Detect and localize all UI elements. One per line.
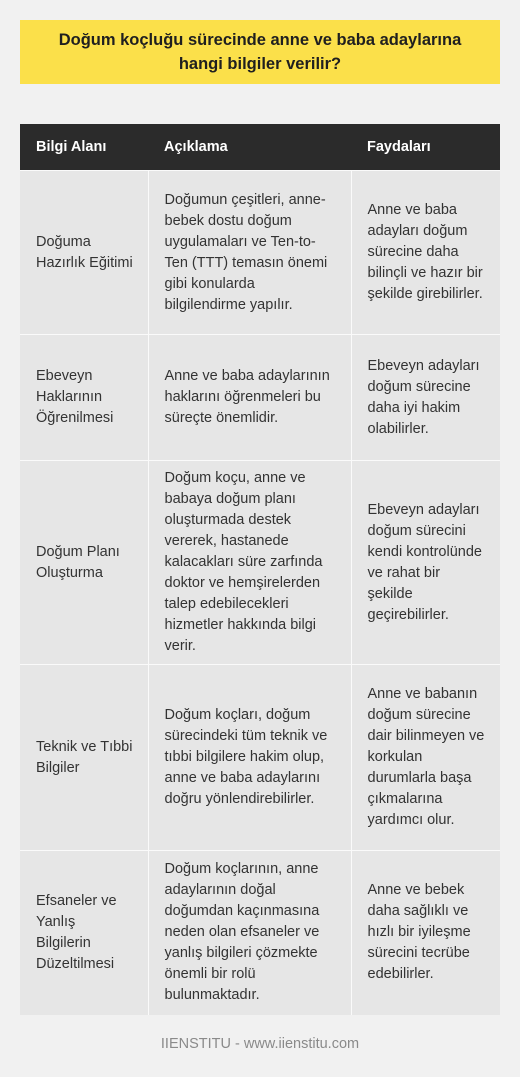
- cell-description: Anne ve baba adaylarının haklarını öğrenmeleri bu süreçte önemlidir.: [148, 335, 351, 461]
- table-row: [20, 171, 500, 335]
- footer-credit: IIENSTITU - www.iienstitu.com: [160, 1036, 360, 1052]
- cell-description: Doğum koçları, doğum sürecindeki tüm teknik ve tıbbi bilgilere hakim olup, anne ve baba adaylarını doğru yönlendirebilirler.: [148, 665, 351, 851]
- cell-area: Doğuma Hazırlık Eğitimi: [20, 171, 148, 335]
- cell-description: Doğum koçu, anne ve babaya doğum planı oluşturmada destek vererek, hastanede kalacakları süre zarfında doktor ve hemşirelerden talep edebilecekleri hizmetler hakkında bilgi verir.: [148, 461, 351, 665]
- table-row: [20, 335, 500, 461]
- cell-benefits: Ebeveyn adayları doğum sürecini kendi kontrolünde ve rahat bir şekilde geçirebilirler.: [351, 461, 500, 665]
- page-title: Doğum koçluğu sürecinde anne ve baba adaylarına hangi bilgiler verilir?: [58, 31, 462, 73]
- table-header-row: [20, 124, 500, 171]
- cell-area: Doğum Planı Oluşturma: [20, 461, 148, 665]
- cell-benefits: Ebeveyn adayları doğum sürecine daha iyi hakim olabilirler.: [351, 335, 500, 461]
- table-row: [20, 665, 500, 851]
- table-row: [20, 851, 500, 1015]
- table-row: [20, 461, 500, 665]
- title-banner: [20, 20, 500, 84]
- cell-benefits: Anne ve bebek daha sağlıklı ve hızlı bir iyileşme sürecini tecrübe edebilirler.: [351, 851, 500, 1015]
- cell-description: Doğum koçlarının, anne adaylarının doğal doğumdan kaçınmasına neden olan efsaneler ve yanlış bilgileri çözmekte önemli bir rolü bulunmaktadır.: [148, 851, 351, 1015]
- cell-description: Doğumun çeşitleri, anne-bebek dostu doğum uygulamaları ve Ten-to-Ten (TTT) temasın önemi gibi konularda bilgilendirme yapılır.: [148, 171, 351, 335]
- cell-area: Ebeveyn Haklarının Öğrenilmesi: [20, 335, 148, 461]
- info-table: [20, 124, 500, 1015]
- header-description: Açıklama: [148, 124, 351, 171]
- header-benefits: Faydaları: [351, 124, 500, 171]
- cell-benefits: Anne ve babanın doğum sürecine dair bilinmeyen ve korkulan durumlarla başa çıkmalarına yardımcı olur.: [351, 665, 500, 851]
- cell-area: Efsaneler ve Yanlış Bilgilerin Düzeltilmesi: [20, 851, 148, 1015]
- cell-benefits: Anne ve baba adayları doğum sürecine daha bilinçli ve hazır bir şekilde girebilirler.: [351, 171, 500, 335]
- header-area: Bilgi Alanı: [20, 124, 148, 171]
- cell-area: Teknik ve Tıbbi Bilgiler: [20, 665, 148, 851]
